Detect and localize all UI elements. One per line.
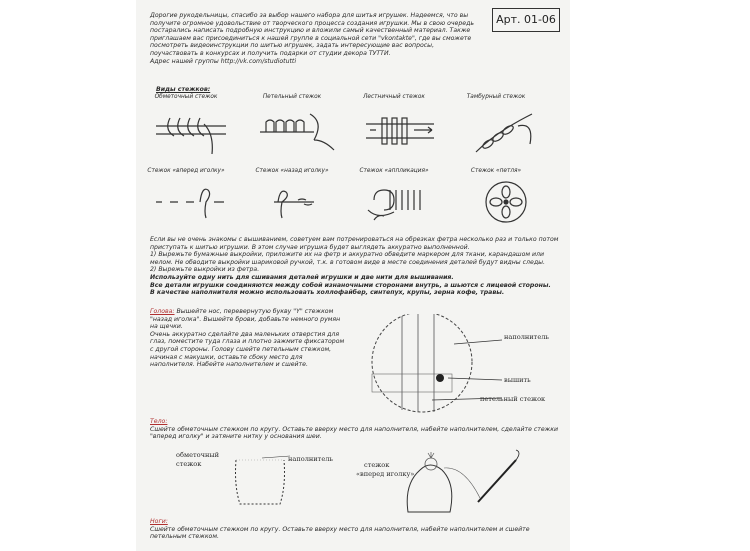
blanket-stitch-diagram xyxy=(254,104,344,160)
callout-embroider: вышить xyxy=(504,376,531,384)
body-title: Тело: xyxy=(150,418,168,425)
stitch-label: Лестничный стежок xyxy=(363,94,425,100)
body-piece-diagram xyxy=(222,446,302,512)
callout-blanket-stitch: петельный стежок xyxy=(480,395,546,403)
stitch-label: Стежок «назад иголку» xyxy=(255,168,329,174)
instructions-block xyxy=(150,236,560,297)
instructions-b3: В качестве наполнителя можно использовать холлофайбер, синтепух, крупы, зерна кофе, травы. xyxy=(150,289,505,297)
chain-stitch-diagram xyxy=(468,102,548,162)
instruction-sheet xyxy=(136,0,570,551)
head-title: Голова: xyxy=(150,308,175,315)
stitch-label: Обметочный стежок xyxy=(154,94,218,100)
head-text1: Вышейте нос, перевернутую букву "Y" стежком "назад иголка". Вышейте брови, добавьте немного румян на щечки. xyxy=(150,308,341,331)
running-stitch-diagram xyxy=(152,178,232,226)
legs-text: Сшейте обметочным стежком по кругу. Оставьте вверху место для наполнителя, набейте наполнителем и сшейте петельным стежком. xyxy=(150,525,530,541)
legs-title: Ноги: xyxy=(150,518,168,525)
callout-overcast: обметочный xyxy=(176,451,219,459)
stitches-heading: Виды стежков: xyxy=(156,86,211,93)
instructions-b2: Все детали игрушки соединяются между собой изнаночными сторонами внутрь, а шьются с лицевой стороны. xyxy=(150,281,551,289)
lazy-daisy-stitch-diagram xyxy=(476,176,536,228)
stitch-label: Стежок «петля» xyxy=(470,168,522,174)
body-text: Сшейте обметочным стежком по кругу. Оставьте вверху место для наполнителя, набейте наполнителем, сделайте стежки "вперед иголку" и затяните нитку у основания шеи. xyxy=(150,425,559,441)
overcast-stitch-diagram xyxy=(152,104,232,160)
instructions-p1: Если вы не очень знакомы с вышиванием, советуем вам потренироваться на обрезках фетра несколько раз и только потом приступать к шитью игрушки. В этом случае игрушка будет выглядеть аккуратно выполненной. xyxy=(150,236,559,251)
backstitch-diagram xyxy=(254,178,334,226)
head-section xyxy=(150,308,346,369)
callout-body-filler: наполнитель xyxy=(288,455,333,463)
instructions-p3: 2) Вырежьте выкройки из фетра. xyxy=(150,266,260,274)
head-text2: Очень аккуратно сделайте два маленьких отверстия для глаз, поместите туда глаза и плотно зажмите фиксатором с другой стороны. Голову сшейте петельным стежком, начиная с макушки, оставьте сбоку место для наполнителя. Набейте наполнителем и сшейте. xyxy=(150,330,345,369)
body-section xyxy=(150,418,560,441)
group-address: Адрес нашей группы http://vk.com/studiotutti xyxy=(150,57,297,65)
legs-section xyxy=(150,518,560,541)
applique-stitch-diagram xyxy=(362,176,442,228)
instructions-p2: 1) Вырежьте бумажные выкройки, приложите их на фетр и аккуратно обведите маркером для ткани, карандашом или мелом. Не обводите выкройки шариковой ручкой, т.к. в готовом виде в месте соединения деталей будут видны следы. xyxy=(150,251,545,266)
stitch-label: Петельный стежок xyxy=(262,94,322,100)
stitch-label: Стежок «аппликация» xyxy=(359,168,429,174)
callout-filler: наполнитель xyxy=(504,333,549,341)
stitch-label: Стежок «вперед иголку» xyxy=(147,168,225,174)
intro-paragraph xyxy=(150,12,480,65)
intro-text: Дорогие рукодельницы, спасибо за выбор нашего набора для шитья игрушек. Надеемся, что вы получите огромное удовольствие от творческого процесса создания игрушки. Мы в свою очередь постарались написать подробную инструкцию и вложили самый качественный материал. Также приглашаем вас присоединиться к нашей группе в социальной сети "vkontakte", где вы сможете посмотреть видеоинструкции по шитью игрушек, задать интересующие вас вопросы, поучаствовать в конкурсах и получить подарки от студии декора ТУТТИ. xyxy=(150,12,475,57)
ladder-stitch-diagram xyxy=(362,104,442,160)
article-number: Арт. 01-06 xyxy=(492,8,560,32)
callout-running: «вперед иголку» xyxy=(356,470,415,478)
callout-stitch-2: стежок xyxy=(364,461,390,469)
stitch-label: Тамбурный стежок xyxy=(466,94,526,100)
body-stuffed-diagram xyxy=(398,446,528,516)
instructions-b1: Используйте одну нить для сшивания деталей игрушки и две нити для вышивания. xyxy=(150,273,454,281)
callout-stitch: стежок xyxy=(176,460,202,468)
